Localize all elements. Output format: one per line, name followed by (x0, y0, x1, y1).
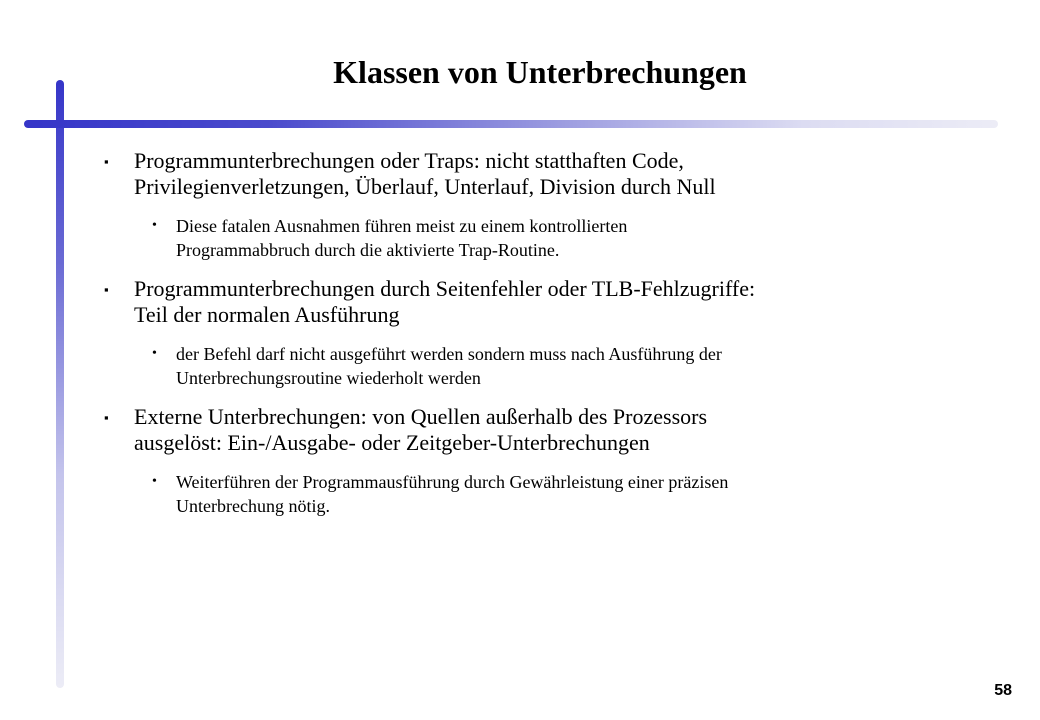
sub-bullet-item (152, 470, 974, 518)
bullet-item-traps (104, 148, 974, 200)
sub-bullet-text-line: Unterbrechung nötig. (176, 496, 330, 516)
sub-bullet-text-line: Weiterführen der Programmausführung durch Gewährleistung einer präzisen (176, 472, 729, 492)
sub-bullet-item (152, 342, 974, 390)
sub-bullet-text (176, 470, 728, 518)
bullet-text-line: Programmunterbrechungen oder Traps: nicht statthaften Code, (134, 148, 684, 173)
slide-title: Klassen von Unterbrechungen (333, 54, 747, 90)
sub-bullet-text-line: der Befehl darf nicht ausgeführt werden sondern muss nach Ausführung der (176, 344, 722, 364)
sub-bullet-text-line: Programmabbruch durch die aktivierte Trap-Routine. (176, 240, 560, 260)
bullet-text-line: Privilegienverletzungen, Überlauf, Unterlauf, Division durch Null (134, 174, 716, 199)
bullet-text-line: Programmunterbrechungen durch Seitenfehler oder TLB-Fehlzugriffe: (134, 276, 756, 301)
bullet-item-external-interrupts (104, 404, 974, 456)
bullet-text-line: ausgelöst: Ein-/Ausgabe- oder Zeitgeber-Unterbrechungen (134, 430, 650, 455)
sub-bullet-text-line: Unterbrechungsroutine wiederholt werden (176, 368, 481, 388)
bullet-item-page-faults (104, 276, 974, 328)
sub-bullet-item (152, 214, 974, 262)
square-bullet-icon: ▪ (104, 410, 109, 425)
bullet-text-line: Externe Unterbrechungen: von Quellen außerhalb des Prozessors (134, 404, 708, 429)
sub-bullet-text (176, 342, 722, 390)
dot-bullet-icon: • (152, 218, 157, 233)
dot-bullet-icon: • (152, 346, 157, 361)
dot-bullet-icon: • (152, 474, 157, 489)
sub-bullet-text (176, 214, 627, 262)
horizontal-accent-bar (24, 120, 998, 128)
vertical-accent-bar (56, 80, 64, 688)
bullet-text (134, 276, 755, 328)
bullet-text (134, 148, 716, 200)
bullet-text-line: Teil der normalen Ausführung (134, 302, 400, 327)
square-bullet-icon: ▪ (104, 282, 109, 297)
sub-bullet-text-line: Diese fatalen Ausnahmen führen meist zu einem kontrollierten (176, 216, 628, 236)
bullet-text (134, 404, 707, 456)
square-bullet-icon: ▪ (104, 154, 109, 169)
slide-content (104, 148, 974, 532)
page-number: 58 (994, 682, 1012, 699)
